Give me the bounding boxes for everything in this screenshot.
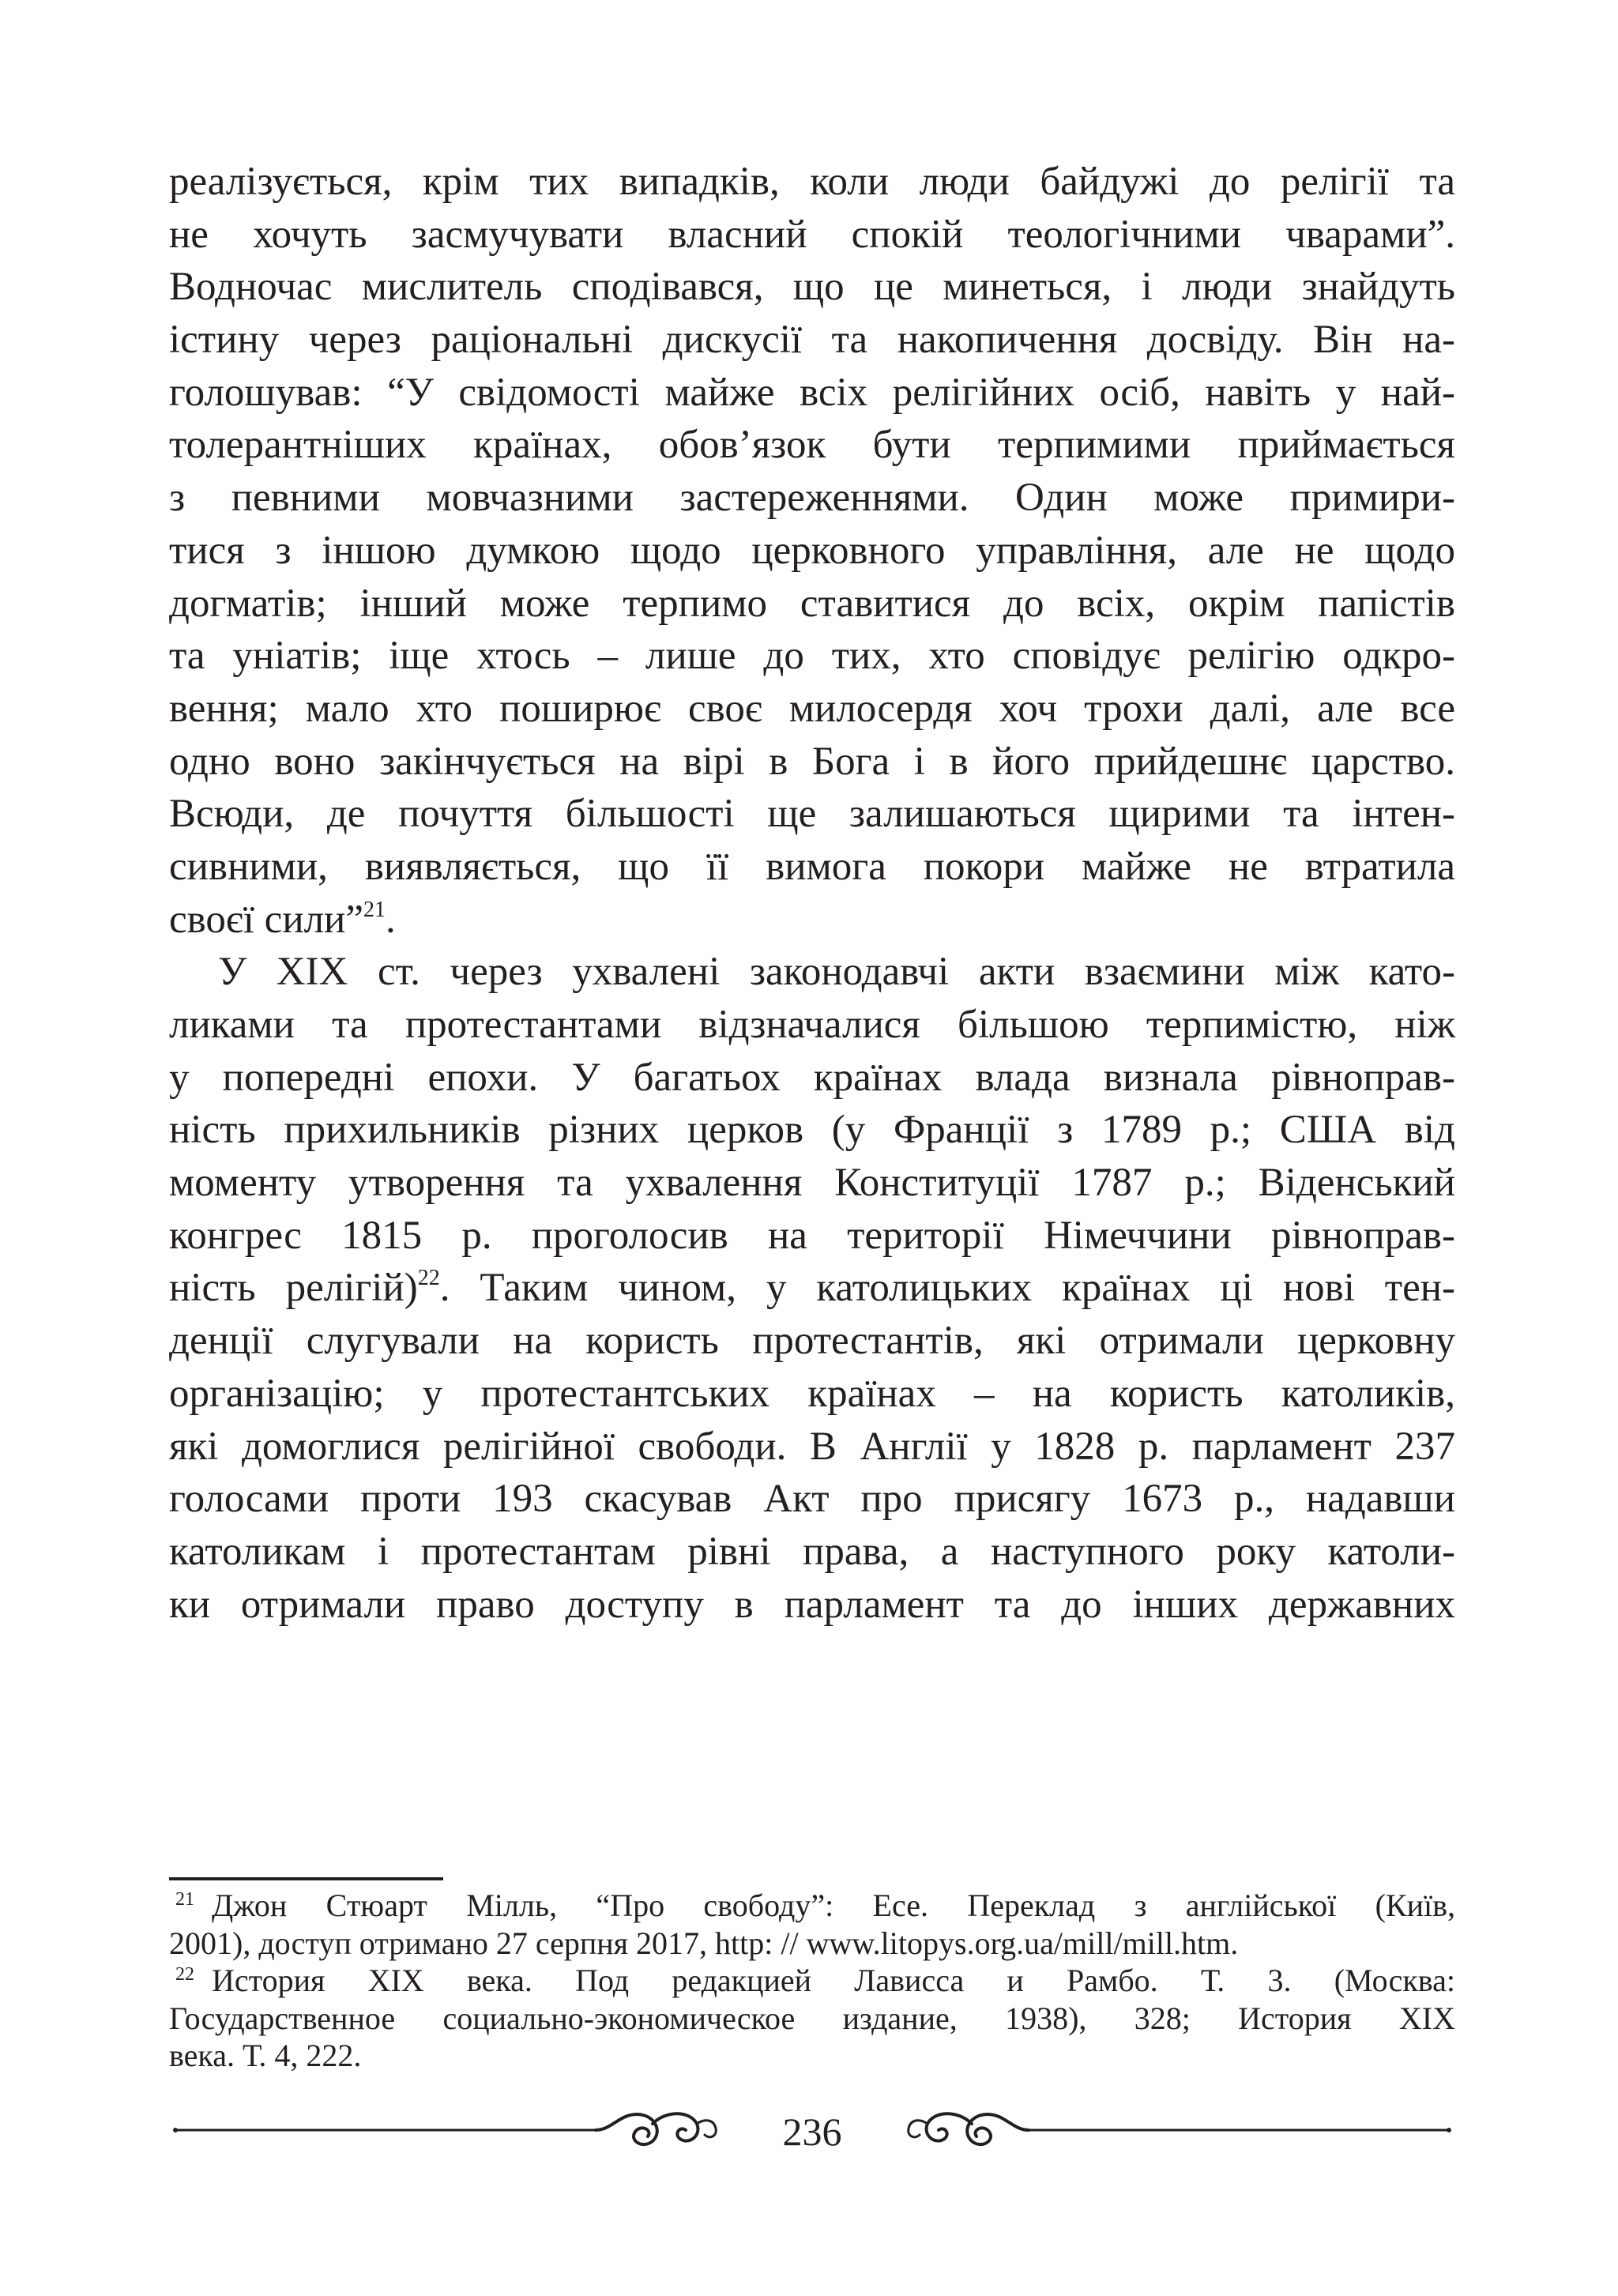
text-line: та уніатів; іще хтось – лише до тих, хто сповідує релігію одкро- (169, 634, 1455, 679)
text-line: ність прихильників різних церков (у Франції з 1789 р.; США від (169, 1108, 1455, 1153)
footnote-text-line: 2001), доступ отримано 27 серпня 2017, http: // www.litopys.org.ua/mill/mill.htm. (169, 1925, 1239, 1961)
text-line: денції слугували на користь протестантів, які отримали церковну (169, 1319, 1455, 1364)
text-line: голосами проти 193 скасував Акт про присягу 1673 р., надавши (169, 1477, 1455, 1522)
text-line: вення; мало хто поширює своє милосердя хоч трохи далі, але все (169, 686, 1455, 731)
text-line: одно воно закінчується на вірі в Бога і в його прийдешнє царство. (169, 739, 1455, 784)
text-line: голошував: “У свідомості майже всіх релігійних осіб, навіть у най- (169, 370, 1455, 415)
text-line: які домоглися релігійної свободи. В Англії у 1828 р. парламент 237 (169, 1424, 1455, 1469)
text-line: ки отримали право доступу в парламент та до інших державних (169, 1582, 1455, 1627)
text-segment: ність релігій) (169, 1266, 418, 1311)
text-line: Всюди, де почуття більшості ще залишаються щирими та інтен- (169, 792, 1455, 837)
paragraph-start-line: У XIX ст. через ухвалені законодавчі акти взаємини між като- (218, 950, 1455, 995)
text-line: ликами та протестантами відзначалися більшою терпимістю, ніж (169, 1003, 1455, 1047)
body-text (169, 156, 1455, 1631)
text-line: догматів; інший може терпимо ставитися до всіх, окрім папістів (169, 581, 1455, 626)
text-segment: своєї сили” (169, 897, 363, 942)
footnote-22 (169, 1962, 1455, 2000)
text-line: конгрес 1815 р. проголосив на території Німеччини рівноправ- (169, 1213, 1455, 1258)
text-line: реалізується, крім тих випадків, коли люди байдужі до релігії та (169, 160, 1455, 204)
footnote-text: Джон Стюарт Мілль, “Про свободу”: Есе. Переклад з англійської (Київ, (212, 1888, 1455, 1923)
text-line: сивними, виявляється, що її вимога покори майже не втратила (169, 844, 1455, 889)
footnote-text-line: века. Т. 4, 222. (169, 2038, 362, 2073)
text-segment: . Таким чином, у католицьких країнах ці нові тен- (439, 1266, 1456, 1311)
footnote-text: История XIX века. Под редакцией Лависса и Рамбо. Т. 3. (Москва: (212, 1963, 1455, 1998)
footnote-21 (169, 1887, 1455, 1925)
text-line: Водночас мислитель сподівався, що це минеться, і люди знайдуть (169, 265, 1455, 310)
page-footer (169, 2100, 1455, 2171)
footnote-separator (169, 1877, 443, 1880)
text-line: своєї сили”$^{21}$. (169, 897, 396, 942)
text-line: толерантніших країнах, обов’язок бути терпимими приймається (169, 423, 1455, 468)
footnote-ref-22[interactable]: 22 (417, 1266, 440, 1291)
page-number: 236 (782, 2110, 842, 2154)
text-line: у попередні епохи. У багатьох країнах влада визнала рівноправ- (169, 1055, 1455, 1100)
text-line: не хочуть засмучувати власний спокій теологічними чварами”. (169, 212, 1455, 257)
footnote-number: 22 (175, 1964, 194, 1985)
footnotes (169, 1887, 1455, 2075)
text-line (169, 1262, 1455, 1315)
text-line: моменту утворення та ухвалення Конституції 1787 р.; Віденський (169, 1161, 1455, 1206)
text-line: з певними мовчазними застереженнями. Один може примири- (169, 476, 1455, 521)
text-line: тися з іншою думкою щодо церковного управління, але не щодо (169, 528, 1455, 573)
text-line: істину через раціональні дискусії та накопичення досвіду. Він на- (169, 318, 1455, 363)
footnote-ref-21[interactable]: 21 (363, 897, 386, 922)
footnote-number: 21 (175, 1889, 194, 1910)
footnote-text-line: Государственное социально-экономическое издание, 1938), 328; История XIX (169, 2000, 1455, 2036)
text-line: католикам і протестантам рівні права, а наступного року католи- (169, 1529, 1455, 1574)
text-line: організацію; у протестантських країнах – на користь католиків, (169, 1371, 1455, 1416)
